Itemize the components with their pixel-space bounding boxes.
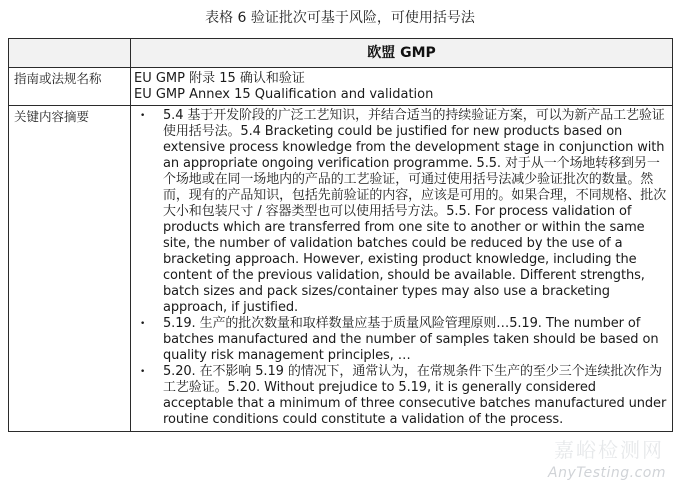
watermark-cn: 嘉峪检测网 [554, 438, 664, 462]
table-header-row [9, 39, 673, 68]
summary-points [131, 106, 672, 431]
summary-point-5-4 [131, 108, 672, 316]
table-caption: 表格 6 验证批次可基于风险，可使用括号法 [205, 10, 475, 26]
header-empty-cell [9, 39, 131, 68]
guide-row [9, 68, 673, 106]
bullet-icon: • [140, 367, 146, 377]
bullet-icon: • [140, 319, 146, 329]
summary-point-5-19 [131, 316, 672, 364]
guide-label: 指南或法规名称 [9, 68, 131, 106]
point-text: 5.4 基于开发阶段的广泛工艺知识，并结合适当的持续验证方案，可以为新产品工艺验证使用括号法。5.4 Bracketing could be justified for new products based on extensive process knowledge from the development stage in conjunction with an appropriate ongoing verification programme. 5.5. 对于从一个场地转移到另一个场地或在同一场地内的产品的工艺验证，可通过使用括号法减少验证批次的数量。然而，现有的产品知识，包括先前验证的内容，应该是可用的。如果合理，不同规格、批次大小和包装尺寸 / 容器类型也可以使用括号方法。5.5. For process validation of products which are transferred from one site to another or within the same site, the number of validation batches could be reduced by the use of a bracketing approach. However, existing product knowledge, including the content of the previous validation, should be available. Different strengths, batch sizes and pack sizes/container types may also use a bracketing approach, if justified. [163, 108, 667, 315]
guide-line-en: EU GMP Annex 15 Qualification and validation [134, 87, 434, 102]
watermark-en: AnyTesting.com [548, 465, 666, 481]
header-eu-gmp: 欧盟 GMP [131, 39, 673, 68]
summary-value [131, 106, 673, 432]
guide-value [131, 68, 673, 106]
bullet-icon: • [140, 111, 146, 121]
gmp-table [8, 38, 673, 432]
summary-point-5-20 [131, 364, 672, 428]
guide-line-cn: EU GMP 附录 15 确认和验证 [134, 71, 305, 86]
point-text: 5.19. 生产的批次数量和取样数量应基于质量风险管理原则…5.19. The number of batches manufactured and the number of samples taken should be based on quality risk management principles, … [163, 316, 659, 363]
summary-row [9, 106, 673, 432]
point-text: 5.20. 在不影响 5.19 的情况下，通常认为，在常规条件下生产的至少三个连续批次作为工艺验证。5.20. Without prejudice to 5.19, it is generally considered acceptable that a minimum of three consecutive batches manufactured under routine conditions could constitute a validation of the process. [163, 364, 667, 427]
summary-label: 关键内容摘要 [9, 106, 131, 432]
